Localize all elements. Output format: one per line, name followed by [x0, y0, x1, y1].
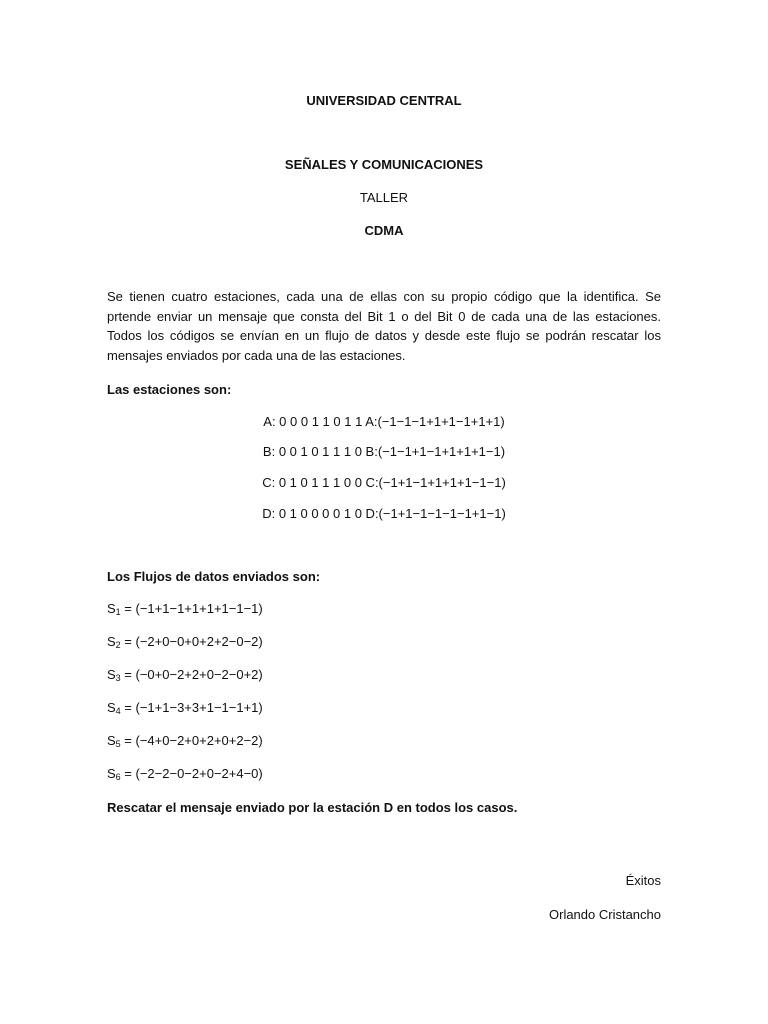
- flow-s5: [107, 733, 263, 752]
- station-b-code: B: 0 0 1 0 1 1 1 0 B:(−1−1+1−1+1+1+1−1): [262, 444, 506, 459]
- flows-heading: Los Flujos de datos enviados son:: [107, 569, 321, 584]
- flow-value: = (−0+0−2+2+0−2−0+2): [120, 667, 263, 682]
- station-a-code: A: 0 0 0 1 1 0 1 1 A:(−1−1−1+1+1−1+1+1): [263, 414, 505, 429]
- flow-label: S: [107, 667, 116, 682]
- flow-label: S: [107, 601, 116, 616]
- station-d-code: D: 0 1 0 0 0 0 1 0 D:(−1+1−1−1−1−1+1−1): [262, 506, 506, 521]
- flow-subscript: 4: [115, 706, 121, 716]
- flow-subscript: 1: [115, 607, 121, 617]
- flow-label: S: [107, 733, 116, 748]
- flow-value: = (−1+1−3+3+1−1−1+1): [120, 700, 263, 715]
- topic-title: CDMA: [364, 223, 404, 238]
- flow-s2: [107, 634, 263, 653]
- flow-label: S: [107, 766, 116, 781]
- author-name: Orlando Cristancho: [549, 907, 661, 922]
- course-title: SEÑALES Y COMUNICACIONES: [284, 157, 484, 172]
- document-type: TALLER: [359, 190, 409, 205]
- flow-subscript: 2: [115, 640, 121, 650]
- task-instruction: Rescatar el mensaje enviado por la estación D en todos los casos.: [107, 800, 518, 815]
- flow-label: S: [107, 634, 116, 649]
- flow-s4: [107, 700, 263, 719]
- flow-subscript: 5: [115, 739, 121, 749]
- flow-s1: [107, 601, 263, 620]
- flow-subscript: 3: [115, 673, 121, 683]
- closing-text: Éxitos: [625, 873, 661, 888]
- flow-value: = (−2+0−0+0+2+2−0−2): [120, 634, 263, 649]
- flow-s3: [107, 667, 263, 686]
- university-title: UNIVERSIDAD CENTRAL: [306, 93, 462, 108]
- flow-value: = (−4+0−2+0+2+0+2−2): [120, 733, 263, 748]
- stations-heading: Las estaciones son:: [107, 382, 232, 397]
- flow-value: = (−2−2−0−2+0−2+4−0): [120, 766, 263, 781]
- station-c-code: C: 0 1 0 1 1 1 0 0 C:(−1+1−1+1+1+1−1−1): [262, 475, 506, 490]
- flow-s6: [107, 766, 263, 785]
- flow-label: S: [107, 700, 116, 715]
- flow-value: = (−1+1−1+1+1+1−1−1): [120, 601, 263, 616]
- intro-paragraph: Se tienen cuatro estaciones, cada una de ellas con su propio código que la identifica. Se prtende enviar un mensaje que consta del Bit 1 o del Bit 0 de cada una de las estaciones. Todos los códigos se envían en un flujo de datos y desde este flujo se podrán rescatar los mensajes enviados por cada una de las estaciones.: [107, 289, 661, 363]
- flow-subscript: 6: [115, 772, 121, 782]
